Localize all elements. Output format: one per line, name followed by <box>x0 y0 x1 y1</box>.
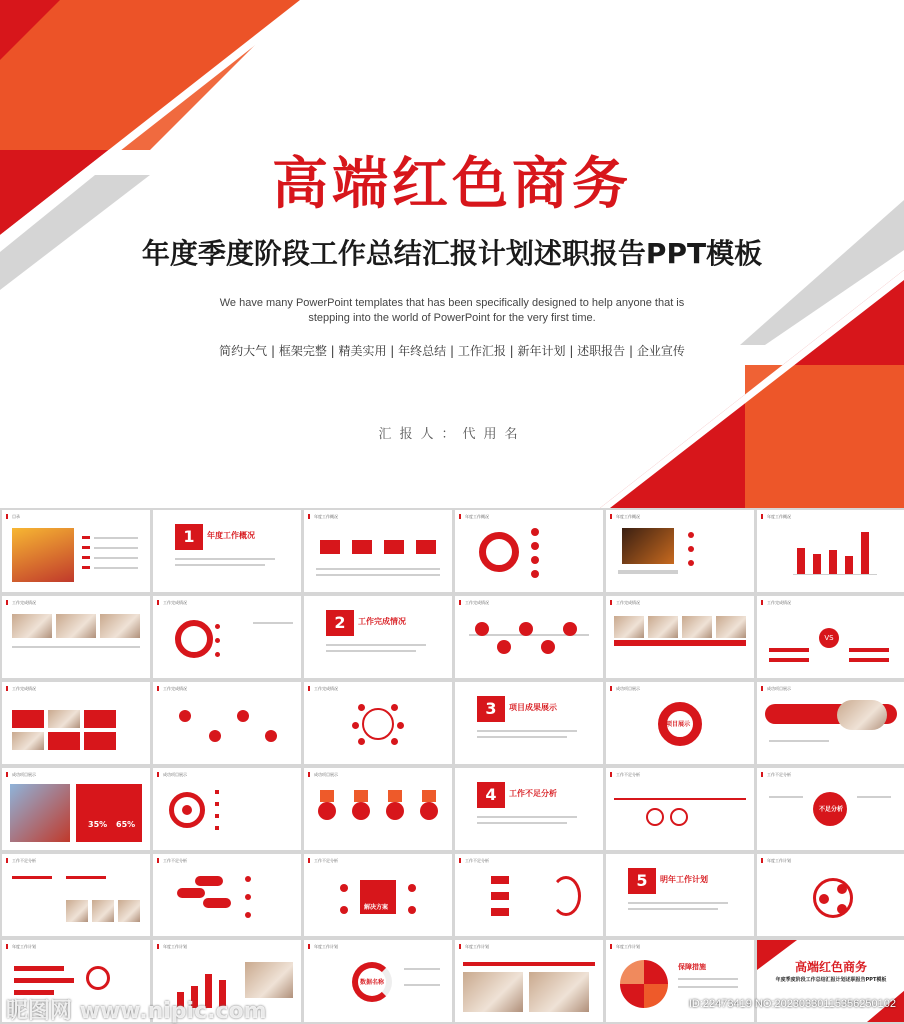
cycle-ring <box>479 532 519 572</box>
ring <box>670 808 688 826</box>
thumbnail-title: 年度工作概况 <box>459 514 489 519</box>
medal <box>420 802 438 820</box>
bar <box>845 556 853 574</box>
step-ring <box>86 966 110 990</box>
bullet-dot <box>245 876 251 882</box>
bullet-dot <box>215 624 220 629</box>
bar <box>797 548 805 574</box>
grid-photo <box>12 732 44 750</box>
radial-dot <box>358 704 365 711</box>
cycle-dot <box>531 528 539 536</box>
plan-dot <box>819 894 829 904</box>
list-marker <box>215 790 219 794</box>
list-marker <box>82 536 90 539</box>
text-line <box>316 568 440 570</box>
closing-title: 高端红色商务 <box>794 960 867 974</box>
icon-circle <box>209 730 221 742</box>
thumbnail-completion-photos[interactable] <box>2 596 150 678</box>
team-photo <box>118 900 140 922</box>
plan-dot <box>837 904 847 914</box>
bar <box>861 532 869 574</box>
bullet-dot <box>688 560 694 566</box>
cover-tags: 简约大气 | 框架完整 | 精美实用 | 年终总结 | 工作汇报 | 新年计划 | 述职报告 | 企业宣传 <box>219 344 685 358</box>
laptop-photo <box>622 528 674 564</box>
work-photo <box>12 614 52 638</box>
card-photo <box>716 616 746 638</box>
section-number: 5 <box>628 868 656 894</box>
thumbnail-shortfall-rings[interactable] <box>606 768 754 850</box>
horizontal-bar <box>14 966 64 971</box>
compare-bar <box>849 648 889 652</box>
thumbnail-completion-donut[interactable] <box>153 596 301 678</box>
donut-ring <box>175 620 213 658</box>
radial-dot <box>391 704 398 711</box>
compare-bar <box>769 658 809 662</box>
list-marker <box>215 826 219 830</box>
solution-label: 解决方案 <box>364 904 389 911</box>
grid-tile <box>84 710 116 728</box>
key-tag <box>195 876 223 886</box>
plan-dot <box>837 884 847 894</box>
medal <box>386 802 404 820</box>
text-line <box>628 908 718 910</box>
text-line <box>769 740 829 742</box>
thumbnail-results-wheel[interactable] <box>606 682 754 764</box>
grid-tile <box>84 732 116 750</box>
cycle-dot <box>531 542 539 550</box>
section-title: 项目成果展示 <box>509 703 557 712</box>
thumbnail-shortfall-keys[interactable] <box>153 854 301 936</box>
percent-a: 35% <box>88 820 108 829</box>
thumbnail-title: 年度工作概况 <box>610 514 640 519</box>
team-photo <box>66 900 88 922</box>
list-marker <box>82 556 90 559</box>
watermark <box>0 994 904 1024</box>
section-number: 1 <box>175 524 203 550</box>
bullet-dot <box>245 894 251 900</box>
thumbnail-title: 目录 <box>6 514 20 519</box>
thumbnail-title: 工作完成情况 <box>308 686 338 691</box>
cycle-dot <box>531 570 539 578</box>
thumbnail-completion-radial[interactable] <box>304 682 452 764</box>
thumbnail-vs-compare[interactable] <box>757 596 904 678</box>
text-line <box>12 646 140 648</box>
text-line <box>326 644 426 646</box>
grid-tile <box>12 710 44 728</box>
safeguard-label: 保障措施 <box>678 963 706 971</box>
thumbnail-title: 成功项目展示 <box>610 686 640 691</box>
watermark-id: ID:22473419 NO:20230330115356250102 <box>688 998 896 1010</box>
text-line <box>477 822 567 824</box>
section-title: 明年工作计划 <box>660 875 708 884</box>
cover-slide <box>0 0 904 508</box>
thumbnail-title: 成功项目展示 <box>308 772 338 777</box>
radial-center <box>362 708 394 740</box>
thumbnail-completion-cards[interactable] <box>606 596 754 678</box>
thumbnail-title: 工作完成情况 <box>6 686 36 691</box>
thumbnail-results-target[interactable] <box>153 768 301 850</box>
icon-dot <box>340 884 348 892</box>
list-marker <box>82 566 90 569</box>
thumbnail-title: 年度工作计划 <box>157 944 187 949</box>
list-marker <box>82 546 90 549</box>
card-photo <box>614 616 644 638</box>
list-line <box>94 567 138 569</box>
thumbnail-contents[interactable] <box>2 510 150 592</box>
arrow-tag <box>491 892 509 900</box>
text-line <box>477 816 577 818</box>
thumbnail-plan-ring[interactable] <box>757 854 904 936</box>
thumbnail-title: 年度工作计划 <box>308 944 338 949</box>
thumbnail-title: 工作完成情况 <box>157 600 187 605</box>
darts-photo <box>10 784 70 842</box>
thumbnail-overview-steps[interactable] <box>304 510 452 592</box>
cover-description: We have many PowerPoint templates that has been specifically designed to help anyone that is stepping into the world of PowerPoint for the very first time. <box>219 297 685 324</box>
medal <box>318 802 336 820</box>
medal-ribbon <box>388 790 402 802</box>
top-bar <box>463 962 595 966</box>
text-line <box>175 564 265 566</box>
medal-ribbon <box>354 790 368 802</box>
wheel-center-label: 项目展示 <box>666 721 691 728</box>
thumbnail-title: 年度工作计划 <box>6 944 36 949</box>
thumbnail-completion-icons[interactable] <box>153 682 301 764</box>
divider-line <box>614 798 746 800</box>
thumbnail-title: 工作完成情况 <box>157 686 187 691</box>
icon-dot <box>408 884 416 892</box>
section-number: 4 <box>477 782 505 808</box>
thumbnail-title: 年度工作计划 <box>610 944 640 949</box>
heading-bar <box>66 876 106 879</box>
ring <box>646 808 664 826</box>
section-number: 2 <box>326 610 354 636</box>
grid-tile <box>48 732 80 750</box>
laptop-base <box>618 570 678 574</box>
thumbnail-title: 工作不足分析 <box>761 772 791 777</box>
compare-bar <box>849 658 889 662</box>
bullet-dot <box>688 546 694 552</box>
thumbnail-overview-bars[interactable] <box>757 510 904 592</box>
thumbnail-completion-grid[interactable] <box>2 682 150 764</box>
bullet-dot <box>215 638 220 643</box>
work-photo <box>56 614 96 638</box>
radial-dot <box>391 738 398 745</box>
timeline-node <box>541 640 555 654</box>
icon-circle <box>265 730 277 742</box>
thumbnail-results-percent[interactable] <box>2 768 150 850</box>
thumbnail-title: 年度工作概况 <box>761 514 791 519</box>
thumbnail-section-5[interactable] <box>606 854 754 936</box>
list-line <box>94 557 138 559</box>
text-line <box>628 902 728 904</box>
thumbnail-title: 成功项目展示 <box>761 686 791 691</box>
team-photo <box>92 900 114 922</box>
timeline-node <box>497 640 511 654</box>
card-photo <box>682 616 712 638</box>
step-flag <box>320 540 340 554</box>
cover-reporter: 汇报人：代用名 <box>378 427 526 442</box>
text-line <box>253 622 293 624</box>
text-line <box>404 968 440 970</box>
thumbnail-shortfall-arrows[interactable] <box>455 854 603 936</box>
text-line <box>477 736 567 738</box>
radial-dot <box>397 722 404 729</box>
thumbnail-title: 年度工作计划 <box>761 858 791 863</box>
hand-photo <box>837 700 887 730</box>
thumbnail-title: 成功项目展示 <box>6 772 36 777</box>
thumbnail-title: 年度工作计划 <box>459 944 489 949</box>
text-line <box>316 574 440 576</box>
key-shape <box>177 888 205 898</box>
key-tag <box>203 898 231 908</box>
thumbnail-title: 工作不足分析 <box>157 858 187 863</box>
icon-dot <box>408 906 416 914</box>
thumbnail-title: 工作不足分析 <box>6 858 36 863</box>
thumbnail-section-3[interactable] <box>455 682 603 764</box>
thumbnail-shortfall-solution[interactable] <box>304 854 452 936</box>
text-line <box>477 730 577 732</box>
card-photo <box>648 616 678 638</box>
thumbnail-section-4[interactable] <box>455 768 603 850</box>
thumbnail-section-1[interactable] <box>153 510 301 592</box>
text-line <box>857 796 891 798</box>
step-flag <box>416 540 436 554</box>
office-photo <box>245 962 293 998</box>
icon-dot <box>340 906 348 914</box>
thumbnail-title: 工作完成情况 <box>459 600 489 605</box>
work-photo <box>100 614 140 638</box>
thumbnail-overview-cycle[interactable] <box>455 510 603 592</box>
donut-label: 数据名称 <box>360 979 385 986</box>
radial-dot <box>358 738 365 745</box>
bullet-dot <box>688 532 694 538</box>
horizontal-bar <box>14 978 74 983</box>
timeline-node <box>563 622 577 636</box>
bar <box>813 554 821 574</box>
text-line <box>678 978 738 980</box>
watermark-site: 昵图网 www.nipic.com <box>6 999 267 1024</box>
arrow-tag <box>491 908 509 916</box>
bullet-dot <box>215 652 220 657</box>
thumbnail-title: 工作完成情况 <box>6 600 36 605</box>
thumbnail-title: 工作完成情况 <box>761 600 791 605</box>
text-line <box>326 650 416 652</box>
thumbnail-title: 成功项目展示 <box>157 772 187 777</box>
thumbnail-section-2[interactable] <box>304 596 452 678</box>
city-photo <box>12 528 74 582</box>
section-title: 年度工作概况 <box>207 531 255 540</box>
thumbnail-results-medals[interactable] <box>304 768 452 850</box>
thumbnail-title: 工作不足分析 <box>308 858 338 863</box>
medal-ribbon <box>320 790 334 802</box>
center-badge-label: 不足分析 <box>819 806 844 813</box>
section-title: 工作不足分析 <box>509 789 557 798</box>
cycle-dot <box>531 556 539 564</box>
section-number: 3 <box>477 696 505 722</box>
arc-shape <box>551 876 581 916</box>
medal <box>352 802 370 820</box>
compare-bar <box>769 648 809 652</box>
target-center <box>182 805 192 815</box>
thumbnail-title: 工作不足分析 <box>459 858 489 863</box>
list-marker <box>215 802 219 806</box>
bar <box>829 550 837 574</box>
vs-badge: VS <box>819 628 839 648</box>
step-flag <box>384 540 404 554</box>
text-line <box>175 558 275 560</box>
timeline-node <box>475 622 489 636</box>
bullet-dot <box>245 912 251 918</box>
closing-subtitle: 年度季度阶段工作总结汇报计划述职报告PPT模板 <box>775 977 887 983</box>
thumbnail-overview-laptop[interactable] <box>606 510 754 592</box>
arrow-tag <box>491 876 509 884</box>
cover-subtitle: 年度季度阶段工作总结汇报计划述职报告PPT模板 <box>141 237 763 270</box>
thumbnail-title: 工作完成情况 <box>610 600 640 605</box>
list-line <box>94 547 138 549</box>
percent-panel <box>76 784 142 842</box>
thumbnail-title: 工作不足分析 <box>610 772 640 777</box>
list-line <box>94 537 138 539</box>
thumbnail-results-banner[interactable] <box>757 682 904 764</box>
card-label-bar <box>614 640 746 646</box>
medal-ribbon <box>422 790 436 802</box>
thumbnail-grid <box>0 508 904 1024</box>
grid-photo <box>48 710 80 728</box>
percent-b: 65% <box>116 820 136 829</box>
list-marker <box>215 814 219 818</box>
timeline-node <box>519 622 533 636</box>
thumbnail-shortfall-photos[interactable] <box>2 854 150 936</box>
heading-bar <box>12 876 52 879</box>
section-title: 工作完成情况 <box>358 617 406 626</box>
radial-dot <box>352 722 359 729</box>
axis-line <box>793 574 877 575</box>
icon-circle <box>179 710 191 722</box>
thumbnail-shortfall-center[interactable] <box>757 768 904 850</box>
thumbnail-title: 年度工作概况 <box>308 514 338 519</box>
text-line <box>678 986 738 988</box>
step-flag <box>352 540 372 554</box>
thumbnail-timeline[interactable] <box>455 596 603 678</box>
text-line <box>404 984 440 986</box>
icon-circle <box>237 710 249 722</box>
text-line <box>769 796 803 798</box>
cover-title: 高端红色商务 <box>272 152 632 217</box>
